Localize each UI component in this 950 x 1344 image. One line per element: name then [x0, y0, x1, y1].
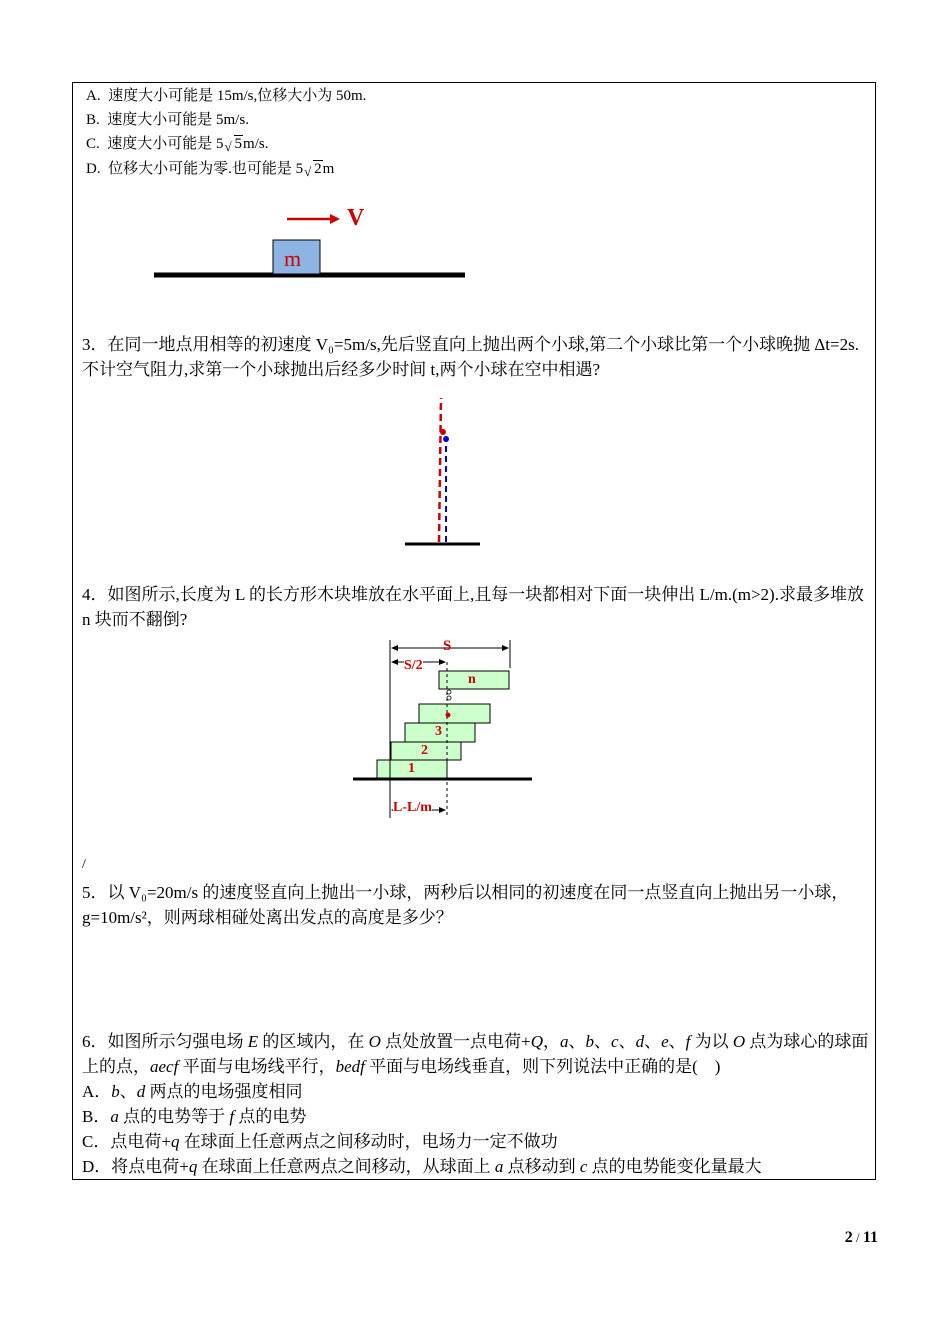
s-arrow-left [391, 645, 398, 651]
half-arrow-right [439, 659, 446, 665]
question-4: 4．如图所示,长度为 L 的长方形木块堆放在水平面上,且每一块都相对下面一块伸出 L/m.(m>2).求最多堆放 n 块而不翻倒? [82, 585, 864, 629]
s-arrow-right [502, 645, 509, 651]
option-b: B. 速度大小可能是 5m/s. [86, 112, 249, 128]
question-3: 3．在同一地点用相等的初速度 V₀=5m/s,先后竖直向上抛出两个小球,第二个小球比第一个小球晚抛 Δt=2s.不计空气阻力,求第一个小球抛出后经多少时间 t,两个小球在空中相遇? [82, 335, 859, 379]
question-6-option-b: B．a 点的电势等于 f 点的电势 [82, 1107, 307, 1126]
mass-label: m [284, 246, 302, 271]
page-number: 2 / 11 [844, 1229, 878, 1246]
option-d: D. 位移大小可能为零.也可能是 5 √ 2m [86, 161, 335, 179]
bottom-length-label: L-L/m [393, 800, 432, 815]
center-of-mass-dot [446, 713, 451, 718]
block-4 [419, 704, 490, 723]
block-3-label: 3 [435, 724, 442, 739]
option-a: A. 速度大小可能是 15m/s,位移大小为 50m. [86, 88, 367, 104]
ellipsis-dot-2 [447, 696, 451, 700]
bottom-arrow-right [439, 807, 446, 813]
question-5: 5．以 V₀=20m/s 的速度竖直向上抛出一小球，两秒后以相同的初速度在同一点竖直向上抛出另一小球，g=10m/s²，则两球相碰处离出发点的高度是多少？ [82, 883, 849, 927]
velocity-label: V [347, 205, 365, 231]
question-6: 6．如图所示匀强电场 E 的区域内，在 O 点处放置一点电荷+Q，a、b、c、d、e、f 为以 O 点为球心的球面上的点，aecf 平面与电场线平行，bedf 平面与电场线垂直，则下列说法中正确的是( ) [82, 1032, 869, 1076]
block-2-label: 2 [421, 743, 428, 758]
question-6-option-c: C．点电荷+q 在球面上任意两点之间移动时，电场力一定不做功 [82, 1132, 558, 1151]
half-arrow-left [391, 659, 398, 665]
block-1-label: 1 [408, 761, 415, 776]
sqrt-five: √ 5 [224, 136, 243, 154]
s-label: S [443, 638, 452, 654]
question-6-option-a: A．b、d 两点的电场强度相同 [82, 1082, 303, 1101]
ellipsis-dot-1 [447, 690, 451, 694]
half-s-label: S/2 [404, 658, 423, 673]
sqrt-two: √ 2 [304, 161, 322, 179]
stray-slash: / [82, 857, 86, 872]
block-n-label: n [468, 672, 476, 687]
question-6-option-d: D．将点电荷+q 在球面上任意两点之间移动，从球面上 a 点移动到 c 点的电势能变化量最大 [82, 1157, 762, 1176]
option-c: C. 速度大小可能是 5 √ 5m/s. [86, 136, 269, 154]
